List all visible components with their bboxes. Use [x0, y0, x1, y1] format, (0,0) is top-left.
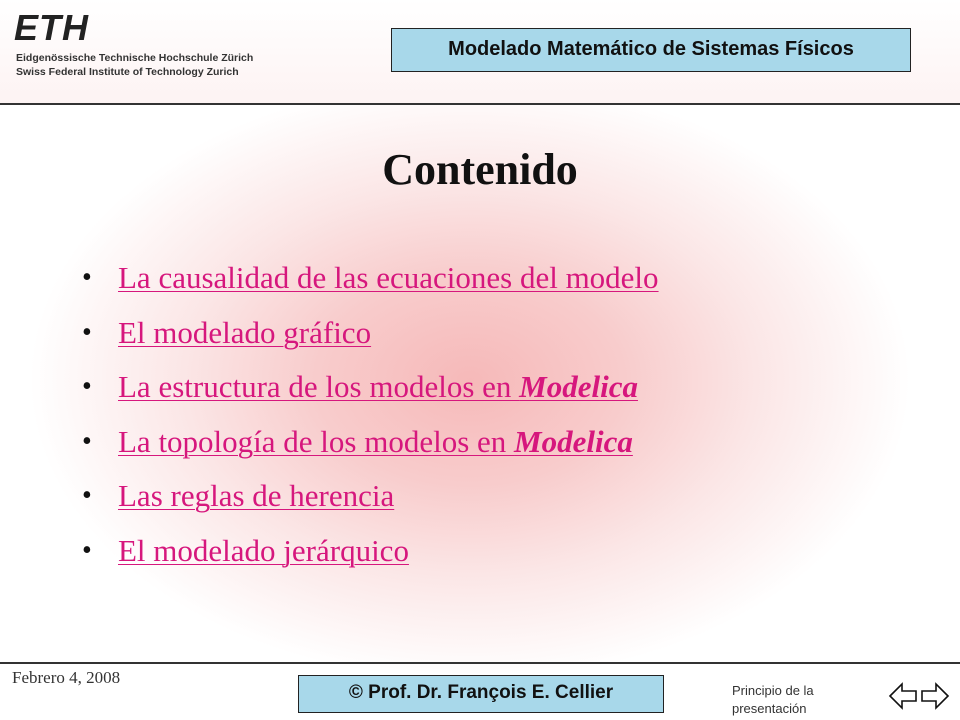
link-text: La topología de los modelos en [118, 423, 515, 459]
link-causalidad[interactable] [118, 254, 659, 302]
arrow-left-icon[interactable] [888, 678, 918, 714]
link-modelado-grafico[interactable] [118, 309, 371, 357]
eth-logo-line-english: Swiss Federal Institute of Technology Zurich [16, 66, 239, 78]
link-estructura-modelica[interactable] [118, 363, 638, 411]
link-reglas-herencia[interactable] [118, 472, 394, 520]
arrow-right-icon[interactable] [920, 678, 950, 714]
bullet-icon: • [82, 316, 92, 348]
eth-logo-mark: ETH [14, 7, 89, 48]
header-divider [0, 103, 960, 105]
link-text: Las reglas de herencia [118, 478, 395, 513]
bullet-icon: • [82, 262, 92, 293]
bullet-icon: • [82, 425, 92, 457]
slide-navigation [888, 678, 950, 714]
eth-logo [14, 8, 254, 88]
bullet-icon: • [82, 534, 92, 566]
course-title: Modelado Matemático de Sistemas Físicos [448, 38, 854, 60]
eth-logo-line-german: Eidgenössische Technische Hochschule Zürich [16, 52, 254, 64]
link-emphasis: Modelica [514, 423, 633, 459]
link-topologia-modelica[interactable] [118, 418, 633, 466]
link-emphasis: Modelica [519, 369, 638, 404]
footer-divider [0, 662, 960, 664]
bullet-icon: • [82, 480, 92, 511]
bullet-icon: • [82, 371, 92, 402]
slide-title: Contenido [382, 145, 578, 194]
copyright-box: © Prof. Dr. François E. Cellier [298, 675, 664, 713]
link-text: La estructura de los modelos en [118, 369, 520, 404]
link-text: El modelado jerárquico [118, 532, 409, 568]
link-modelado-jerarquico[interactable] [118, 527, 409, 575]
link-text: La causalidad de las ecuaciones del modelo [118, 260, 659, 295]
footer-date: Febrero 4, 2008 [12, 668, 121, 687]
start-of-presentation-link[interactable]: Principio de la presentación [732, 683, 814, 716]
link-text: El modelado gráfico [118, 314, 372, 350]
